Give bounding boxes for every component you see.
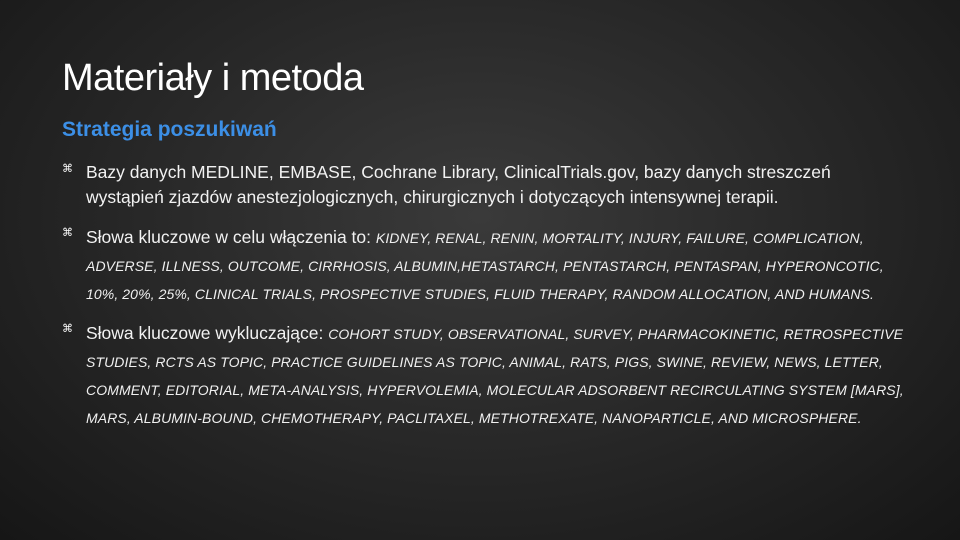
slide-title: Materiały i metoda bbox=[62, 57, 364, 99]
exclude-keywords-list: COHORT STUDY, OBSERVATIONAL, SURVEY, PHARMACOKINETIC, RETROSPECTIVE STUDIES, RCTS AS TOPIC, PRACTICE GUIDELINES AS TOPIC, ANIMAL, RATS, PIGS, SWINE, REVIEW, NEWS, LETTER, COMMENT, EDITORIAL, META-ANALYSIS, HYPERVOLEMIA, MOLECULAR ADSORBENT RECIRCULATING SYSTEM [MARS], MARS, ALBUMIN-BOUND, CHEMOTHERAPY, PACLITAXEL, METHOTREXATE, NANOPARTICLE, AND MICROSPHERE. bbox=[86, 326, 904, 426]
include-keywords-list: KIDNEY, RENAL, RENIN, MORTALITY, INJURY, FAILURE, COMPLICATION, ADVERSE, ILLNESS, OUTCOME, CIRRHOSIS, ALBUMIN,HETASTARCH, PENTASTARCH, PENTASPAN, HYPERONCOTIC, 10%, 20%, 25%, CLINICAL TRIALS, PROSPECTIVE STUDIES, FLUID THERAPY, RANDOM ALLOCATION, AND HUMANS. bbox=[86, 230, 884, 302]
bullet-list bbox=[62, 160, 912, 444]
command-bullet-icon: ⌘ bbox=[62, 323, 73, 335]
slide-subtitle: Strategia poszukiwań bbox=[62, 118, 277, 141]
command-bullet-icon: ⌘ bbox=[62, 227, 73, 239]
include-keywords-label: Słowa kluczowe w celu włączenia to: bbox=[86, 227, 371, 247]
bullet-item-include-keywords bbox=[62, 224, 912, 308]
databases-text: Bazy danych MEDLINE, EMBASE, Cochrane Library, ClinicalTrials.gov, bazy danych streszczeń wystąpień zjazdów anestezjologicznych, chirurgicznych i dotyczących intensywnej terapii. bbox=[86, 162, 831, 207]
exclude-keywords-label: Słowa kluczowe wykluczające: bbox=[86, 323, 324, 343]
bullet-item-databases bbox=[62, 160, 912, 210]
bullet-item-exclude-keywords bbox=[62, 320, 912, 432]
command-bullet-icon: ⌘ bbox=[62, 163, 73, 175]
